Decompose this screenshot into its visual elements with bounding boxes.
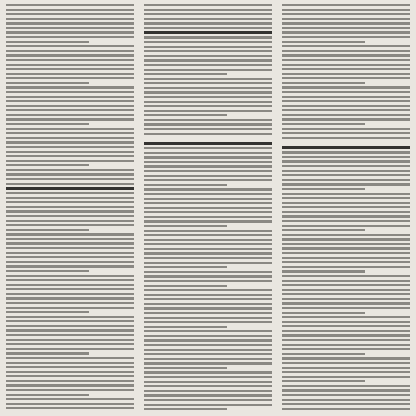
text-line xyxy=(6,275,134,277)
text-line xyxy=(6,334,134,336)
text-line xyxy=(282,165,410,167)
text-line xyxy=(6,45,134,47)
text-line xyxy=(282,114,410,116)
text-line xyxy=(282,371,410,373)
text-line xyxy=(282,325,410,327)
text-line xyxy=(6,31,134,33)
text-line xyxy=(282,399,410,401)
text-line xyxy=(6,284,134,286)
text-line xyxy=(6,118,134,120)
text-line xyxy=(282,31,410,33)
text-line xyxy=(282,247,410,249)
text-line xyxy=(6,302,134,304)
text-line xyxy=(144,119,272,121)
text-line xyxy=(144,394,272,396)
text-line xyxy=(282,339,410,341)
text-line xyxy=(144,18,272,20)
text-line xyxy=(282,316,410,318)
text-line xyxy=(6,220,134,222)
text-line xyxy=(6,380,134,382)
text-line xyxy=(6,256,134,258)
text-line xyxy=(282,73,410,75)
text-line xyxy=(282,284,410,286)
text-line xyxy=(6,362,134,364)
text-line xyxy=(6,224,134,226)
text-line xyxy=(282,13,410,15)
text-line xyxy=(282,229,365,231)
text-line xyxy=(6,86,134,88)
text-line xyxy=(282,302,410,304)
text-line xyxy=(6,403,134,405)
text-line xyxy=(6,288,134,290)
text-line xyxy=(282,275,410,277)
text-line xyxy=(282,105,410,107)
text-line xyxy=(282,344,410,346)
text-line xyxy=(282,234,410,236)
text-line xyxy=(6,91,134,93)
text-line xyxy=(144,225,227,227)
text-line xyxy=(144,344,272,346)
text-line xyxy=(144,64,272,66)
text-line xyxy=(144,27,272,29)
text-line xyxy=(6,311,89,313)
text-line xyxy=(6,247,134,249)
text-line xyxy=(144,123,272,125)
text-line xyxy=(282,348,410,350)
text-line xyxy=(6,348,134,350)
text-line xyxy=(144,381,272,383)
text-line xyxy=(6,59,134,61)
text-line xyxy=(6,206,134,208)
text-line xyxy=(282,160,410,162)
text-line xyxy=(282,206,410,208)
text-line xyxy=(6,384,134,386)
text-line xyxy=(144,399,272,401)
text-line xyxy=(144,390,272,392)
text-line xyxy=(6,352,89,354)
text-line xyxy=(144,262,272,264)
text-line xyxy=(282,86,410,88)
text-line xyxy=(6,316,134,318)
text-line xyxy=(282,211,410,213)
text-line xyxy=(144,330,272,332)
text-line xyxy=(6,123,89,125)
text-line xyxy=(282,137,410,139)
text-line xyxy=(144,303,272,305)
text-line xyxy=(144,165,272,167)
text-line xyxy=(282,289,410,291)
text-line xyxy=(144,101,272,103)
text-line xyxy=(282,59,410,61)
text-line xyxy=(282,252,410,254)
text-line xyxy=(6,13,134,15)
text-line xyxy=(282,132,410,134)
text-line xyxy=(6,96,134,98)
text-line xyxy=(6,173,134,175)
text-line xyxy=(144,188,272,190)
text-line xyxy=(6,141,134,143)
text-line xyxy=(144,179,272,181)
text-line xyxy=(144,133,272,135)
text-line xyxy=(6,389,134,391)
text-line xyxy=(6,50,134,52)
text-line xyxy=(144,55,272,57)
text-line xyxy=(6,343,134,345)
text-line xyxy=(282,41,365,43)
text-line xyxy=(282,45,410,47)
text-line xyxy=(144,170,272,172)
text-line xyxy=(144,156,272,158)
text-line xyxy=(282,257,410,259)
text-line xyxy=(144,69,272,71)
text-line xyxy=(282,36,410,38)
text-line xyxy=(6,100,134,102)
text-line xyxy=(6,77,134,79)
text-line xyxy=(144,175,272,177)
text-line xyxy=(6,128,134,130)
text-line xyxy=(144,285,227,287)
text-line xyxy=(6,9,134,11)
text-line xyxy=(282,123,365,125)
text-line xyxy=(6,192,134,194)
text-line xyxy=(6,164,89,166)
text-line xyxy=(6,151,134,153)
text-line xyxy=(6,366,134,368)
text-line xyxy=(282,293,410,295)
text-line xyxy=(6,4,134,6)
text-line xyxy=(282,215,410,217)
text-line xyxy=(6,394,89,396)
text-line xyxy=(282,27,410,29)
text-line xyxy=(144,73,227,75)
text-line xyxy=(6,261,134,263)
text-line xyxy=(144,335,272,337)
text-line xyxy=(144,230,272,232)
text-line xyxy=(6,18,134,20)
text-line xyxy=(6,371,134,373)
text-line xyxy=(144,59,272,61)
text-line xyxy=(6,105,134,107)
text-line xyxy=(6,375,134,377)
text-line xyxy=(144,376,272,378)
text-line xyxy=(6,238,134,240)
text-line xyxy=(6,64,134,66)
text-line xyxy=(144,252,272,254)
text-line xyxy=(6,146,134,148)
text-line xyxy=(282,197,410,199)
text-line xyxy=(282,170,410,172)
text-line xyxy=(144,198,272,200)
text-line xyxy=(6,307,134,309)
text-column-1 xyxy=(6,4,134,412)
text-line xyxy=(6,242,134,244)
text-line xyxy=(144,147,272,149)
text-line xyxy=(282,280,410,282)
text-line xyxy=(144,87,272,89)
text-line xyxy=(6,297,134,299)
text-line xyxy=(6,407,134,409)
text-line xyxy=(282,403,410,405)
text-line xyxy=(282,100,410,102)
text-line xyxy=(282,188,365,190)
text-line xyxy=(282,380,365,382)
text-line xyxy=(282,91,410,93)
text-line xyxy=(144,96,272,98)
text-line xyxy=(6,68,134,70)
text-line xyxy=(144,326,227,328)
text-line xyxy=(6,279,134,281)
text-line xyxy=(6,82,89,84)
text-line xyxy=(282,22,410,24)
text-line xyxy=(144,46,272,48)
text-line xyxy=(6,169,134,171)
text-line xyxy=(282,367,410,369)
text-line xyxy=(282,385,410,387)
text-line xyxy=(282,312,365,314)
text-line xyxy=(144,128,272,130)
text-line xyxy=(6,114,134,116)
text-line xyxy=(144,257,272,259)
text-line xyxy=(6,329,134,331)
text-line xyxy=(144,22,272,24)
text-line xyxy=(144,362,272,364)
text-line xyxy=(144,193,272,195)
text-line xyxy=(144,234,272,236)
heading-line xyxy=(144,142,272,145)
text-line xyxy=(144,78,272,80)
text-line xyxy=(6,155,134,157)
text-line xyxy=(282,128,410,130)
text-line xyxy=(144,271,272,273)
text-line xyxy=(282,270,365,272)
text-line xyxy=(6,54,134,56)
text-line xyxy=(282,179,410,181)
text-line xyxy=(6,293,134,295)
text-line xyxy=(144,358,272,360)
text-line xyxy=(282,193,410,195)
text-line xyxy=(282,394,410,396)
text-line xyxy=(282,353,365,355)
text-line xyxy=(6,178,134,180)
text-line xyxy=(144,9,272,11)
text-line xyxy=(6,22,134,24)
text-line xyxy=(6,215,134,217)
text-line xyxy=(282,183,410,185)
text-line xyxy=(282,389,410,391)
text-line xyxy=(144,41,272,43)
text-line xyxy=(144,4,272,6)
text-line xyxy=(144,110,272,112)
text-line xyxy=(282,225,410,227)
text-line xyxy=(282,109,410,111)
text-line xyxy=(144,307,272,309)
text-line xyxy=(144,408,227,410)
text-line xyxy=(144,114,227,116)
text-line xyxy=(144,404,272,406)
text-line xyxy=(282,376,410,378)
text-line xyxy=(144,312,272,314)
text-line xyxy=(282,96,410,98)
text-line xyxy=(6,197,134,199)
text-line xyxy=(282,362,410,364)
text-line xyxy=(6,41,89,43)
text-line xyxy=(282,4,410,6)
text-line xyxy=(6,398,134,400)
text-line xyxy=(144,294,272,296)
text-line xyxy=(6,27,134,29)
text-line xyxy=(6,160,134,162)
text-line xyxy=(6,325,134,327)
text-line xyxy=(144,349,272,351)
text-line xyxy=(144,207,272,209)
text-line xyxy=(282,174,410,176)
text-line xyxy=(144,298,272,300)
text-line xyxy=(144,385,272,387)
heading-line xyxy=(144,31,272,34)
text-line xyxy=(6,339,134,341)
text-line xyxy=(144,161,272,163)
text-line xyxy=(282,54,410,56)
text-line xyxy=(282,266,410,268)
text-line xyxy=(144,152,272,154)
text-line xyxy=(282,408,410,410)
text-line xyxy=(6,270,89,272)
text-line xyxy=(6,36,134,38)
text-line xyxy=(144,367,227,369)
text-line xyxy=(144,91,272,93)
text-line xyxy=(282,307,410,309)
text-line xyxy=(144,289,272,291)
text-line xyxy=(282,330,410,332)
text-column-2 xyxy=(144,4,272,412)
text-line xyxy=(6,210,134,212)
text-line xyxy=(144,211,272,213)
heading-line xyxy=(6,187,134,190)
text-line xyxy=(282,357,410,359)
text-line xyxy=(144,317,272,319)
text-line xyxy=(144,353,272,355)
text-line xyxy=(6,320,134,322)
text-line xyxy=(282,156,410,158)
text-line xyxy=(144,184,227,186)
text-line xyxy=(144,243,272,245)
text-line xyxy=(282,220,410,222)
text-line xyxy=(144,50,272,52)
heading-line xyxy=(282,146,410,149)
text-line xyxy=(144,266,227,268)
text-column-3 xyxy=(282,4,410,412)
text-line xyxy=(144,239,272,241)
text-line xyxy=(282,202,410,204)
text-line xyxy=(6,357,134,359)
text-line xyxy=(144,280,272,282)
text-line xyxy=(6,132,134,134)
text-line xyxy=(282,298,410,300)
text-line xyxy=(144,82,272,84)
text-line xyxy=(144,13,272,15)
text-line xyxy=(144,105,272,107)
text-line xyxy=(144,216,272,218)
text-line xyxy=(282,64,410,66)
text-line xyxy=(6,229,89,231)
text-line xyxy=(282,243,410,245)
text-line xyxy=(144,275,272,277)
text-line xyxy=(6,137,134,139)
text-line xyxy=(144,248,272,250)
text-line xyxy=(6,183,134,185)
text-line xyxy=(282,238,410,240)
text-line xyxy=(144,371,272,373)
text-line xyxy=(282,68,410,70)
text-line xyxy=(144,321,272,323)
text-line xyxy=(6,201,134,203)
text-line xyxy=(282,77,410,79)
text-line xyxy=(282,82,365,84)
text-line xyxy=(144,36,272,38)
text-line xyxy=(6,233,134,235)
text-line xyxy=(282,334,410,336)
text-line xyxy=(6,109,134,111)
text-line xyxy=(6,73,134,75)
text-line xyxy=(282,118,410,120)
text-line xyxy=(282,151,410,153)
text-line xyxy=(6,265,134,267)
text-line xyxy=(144,202,272,204)
text-line xyxy=(282,50,410,52)
text-line xyxy=(282,261,410,263)
text-line xyxy=(144,220,272,222)
text-line xyxy=(144,339,272,341)
text-line xyxy=(282,321,410,323)
text-line xyxy=(282,18,410,20)
text-line xyxy=(6,252,134,254)
text-line xyxy=(282,9,410,11)
